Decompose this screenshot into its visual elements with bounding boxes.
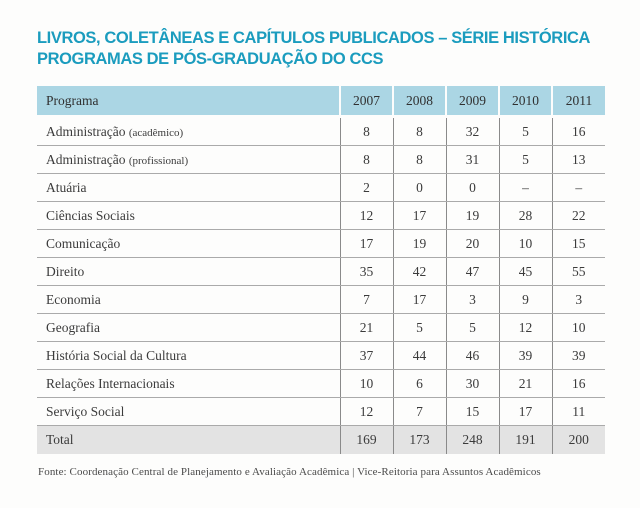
table-row: [37, 146, 605, 174]
column-header-2008: 2008: [393, 86, 446, 117]
publications-table: [37, 86, 605, 454]
value-cell: 10: [552, 314, 605, 342]
value-cell: –: [499, 174, 552, 202]
value-cell: 55: [552, 258, 605, 286]
value-cell: 2: [340, 174, 393, 202]
value-cell: 8: [393, 146, 446, 174]
program-name-cell: [37, 258, 340, 286]
value-cell: 28: [499, 202, 552, 230]
value-cell: 19: [446, 202, 499, 230]
value-cell: –: [552, 174, 605, 202]
program-name: Economia: [46, 291, 101, 307]
program-name-cell: [37, 174, 340, 202]
program-name-cell: [37, 370, 340, 398]
value-cell: 8: [393, 117, 446, 146]
value-cell: 17: [393, 202, 446, 230]
value-cell: 5: [499, 146, 552, 174]
value-cell: 31: [446, 146, 499, 174]
value-cell: 15: [552, 230, 605, 258]
value-cell: 16: [552, 370, 605, 398]
program-name: Administração: [46, 151, 126, 167]
value-cell: 12: [499, 314, 552, 342]
value-cell: 42: [393, 258, 446, 286]
table-row: [37, 174, 605, 202]
page-title-line2: PROGRAMAS DE PÓS-GRADUAÇÃO DO CCS: [37, 50, 384, 68]
total-value-cell: 173: [393, 426, 446, 455]
table-row: [37, 202, 605, 230]
table-row: [37, 286, 605, 314]
header-row: [37, 86, 605, 117]
column-header-2007: 2007: [340, 86, 393, 117]
value-cell: 8: [340, 146, 393, 174]
program-name-cell: [37, 314, 340, 342]
value-cell: 19: [393, 230, 446, 258]
program-name-cell: [37, 202, 340, 230]
total-value-cell: 248: [446, 426, 499, 455]
value-cell: 8: [340, 117, 393, 146]
column-header-2009: 2009: [446, 86, 499, 117]
value-cell: 44: [393, 342, 446, 370]
value-cell: 15: [446, 398, 499, 426]
program-name: História Social da Cultura: [46, 347, 187, 363]
table-row: [37, 258, 605, 286]
program-name-cell: [37, 342, 340, 370]
table-row: [37, 230, 605, 258]
program-name: Direito: [46, 263, 85, 279]
program-name: Ciências Sociais: [46, 207, 135, 223]
column-header-2010: 2010: [499, 86, 552, 117]
program-name: Geografia: [46, 319, 100, 335]
program-name-cell: [37, 286, 340, 314]
value-cell: 22: [552, 202, 605, 230]
value-cell: 10: [340, 370, 393, 398]
table-row: [37, 370, 605, 398]
value-cell: 11: [552, 398, 605, 426]
value-cell: 37: [340, 342, 393, 370]
value-cell: 12: [340, 398, 393, 426]
value-cell: 5: [446, 314, 499, 342]
total-value-cell: 191: [499, 426, 552, 455]
value-cell: 30: [446, 370, 499, 398]
value-cell: 17: [499, 398, 552, 426]
value-cell: 5: [393, 314, 446, 342]
value-cell: 3: [552, 286, 605, 314]
value-cell: 5: [499, 117, 552, 146]
value-cell: 10: [499, 230, 552, 258]
program-note: (profissional): [128, 154, 189, 167]
value-cell: 17: [340, 230, 393, 258]
value-cell: 39: [552, 342, 605, 370]
value-cell: 12: [340, 202, 393, 230]
total-row: [37, 426, 605, 455]
column-header-2011: 2011: [552, 86, 605, 117]
program-name-cell: [37, 230, 340, 258]
value-cell: 0: [393, 174, 446, 202]
table-header: [37, 86, 605, 117]
value-cell: 7: [393, 398, 446, 426]
table-row: [37, 342, 605, 370]
program-name: Relações Internacionais: [46, 375, 175, 391]
value-cell: 45: [499, 258, 552, 286]
program-name: Serviço Social: [46, 403, 125, 419]
source-note: Fonte: Coordenação Central de Planejamento e Avaliação Acadêmica | Vice-Reitoria para Assuntos Acadêmicos: [38, 466, 541, 478]
program-name: Atuária: [46, 179, 87, 195]
total-value-cell: 169: [340, 426, 393, 455]
total-label: Total: [37, 426, 340, 455]
program-name-cell: [37, 398, 340, 426]
program-name-cell: [37, 146, 340, 174]
value-cell: 16: [552, 117, 605, 146]
column-header-programa: Programa: [37, 86, 340, 117]
value-cell: 21: [340, 314, 393, 342]
page-title-line1: LIVROS, COLETÂNEAS E CAPÍTULOS PUBLICADOS – SÉRIE HISTÓRICA: [37, 29, 591, 47]
value-cell: 0: [446, 174, 499, 202]
table-body: [37, 117, 605, 455]
total-value-cell: 200: [552, 426, 605, 455]
value-cell: 21: [499, 370, 552, 398]
program-name: Comunicação: [46, 235, 121, 251]
program-note: (acadêmico): [128, 126, 184, 139]
value-cell: 17: [393, 286, 446, 314]
table-row: [37, 117, 605, 146]
value-cell: 20: [446, 230, 499, 258]
value-cell: 6: [393, 370, 446, 398]
page-title: [37, 28, 605, 70]
value-cell: 47: [446, 258, 499, 286]
value-cell: 7: [340, 286, 393, 314]
value-cell: 35: [340, 258, 393, 286]
value-cell: 32: [446, 117, 499, 146]
value-cell: 46: [446, 342, 499, 370]
value-cell: 3: [446, 286, 499, 314]
program-name-cell: [37, 117, 340, 146]
program-name: Administração: [46, 123, 126, 139]
table-row: [37, 398, 605, 426]
value-cell: 39: [499, 342, 552, 370]
value-cell: 9: [499, 286, 552, 314]
value-cell: 13: [552, 146, 605, 174]
table-row: [37, 314, 605, 342]
